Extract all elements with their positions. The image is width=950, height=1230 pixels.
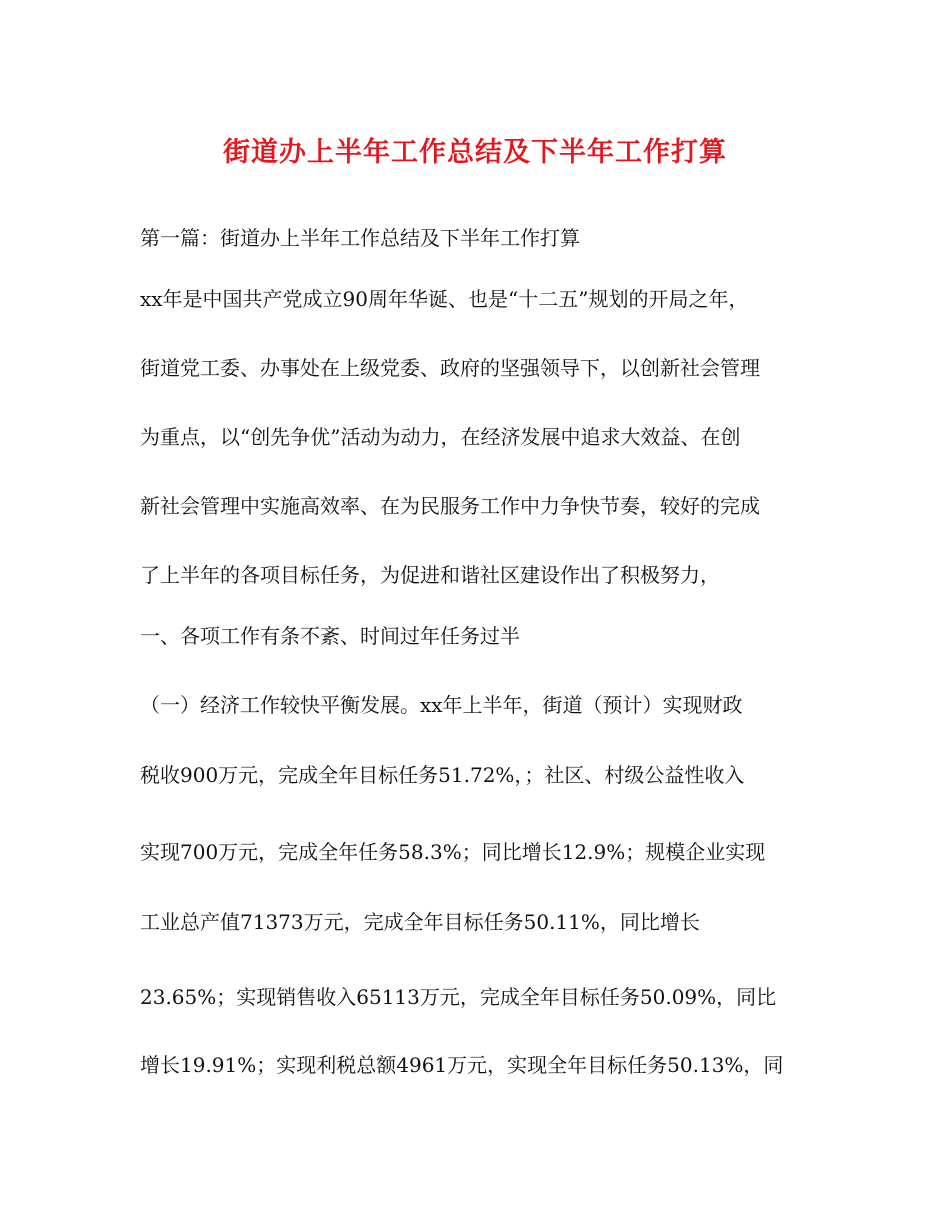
paragraph-line: 税收900万元，完成全年目标任务51.72%，；社区、村级公益性收入 [140,763,745,787]
document-title: 街道办上半年工作总结及下半年工作打算 [223,137,727,168]
paragraph-line: 23.65%；实现销售收入65113万元，完成全年目标任务50.09%，同比 [140,985,777,1009]
paragraph-line: 为重点，以“创先争优”活动为动力，在经济发展中追求大效益、在创 [140,425,741,449]
paragraph-line: 实现700万元，完成全年任务58.3%；同比增长12.9%；规模企业实现 [140,840,766,864]
paragraph-line: （一）经济工作较快平衡发展。xx年上半年，街道（预计）实现财政 [140,693,743,717]
heading-part-one: 第一篇：街道办上半年工作总结及下半年工作打算 [140,226,580,250]
section-heading: 一、各项工作有条不紊、时间过年任务过半 [140,624,520,648]
paragraph-line: 街道党工委、办事处在上级党委、政府的坚强领导下，以创新社会管理 [140,356,760,380]
paragraph-line: 工业总产值71373万元，完成全年目标任务50.11%，同比增长 [140,910,700,934]
paragraph-line: 新社会管理中实施高效率、在为民服务工作中力争快节奏，较好的完成 [140,494,760,518]
paragraph-line: xx年是中国共产党成立90周年华诞、也是“十二五”规划的开局之年， [140,287,749,311]
paragraph-line: 了上半年的各项目标任务，为促进和谐社区建设作出了积极努力， [140,563,720,587]
paragraph-line: 增长19.91%；实现利税总额4961万元，实现全年目标任务50.13%，同 [140,1053,784,1077]
